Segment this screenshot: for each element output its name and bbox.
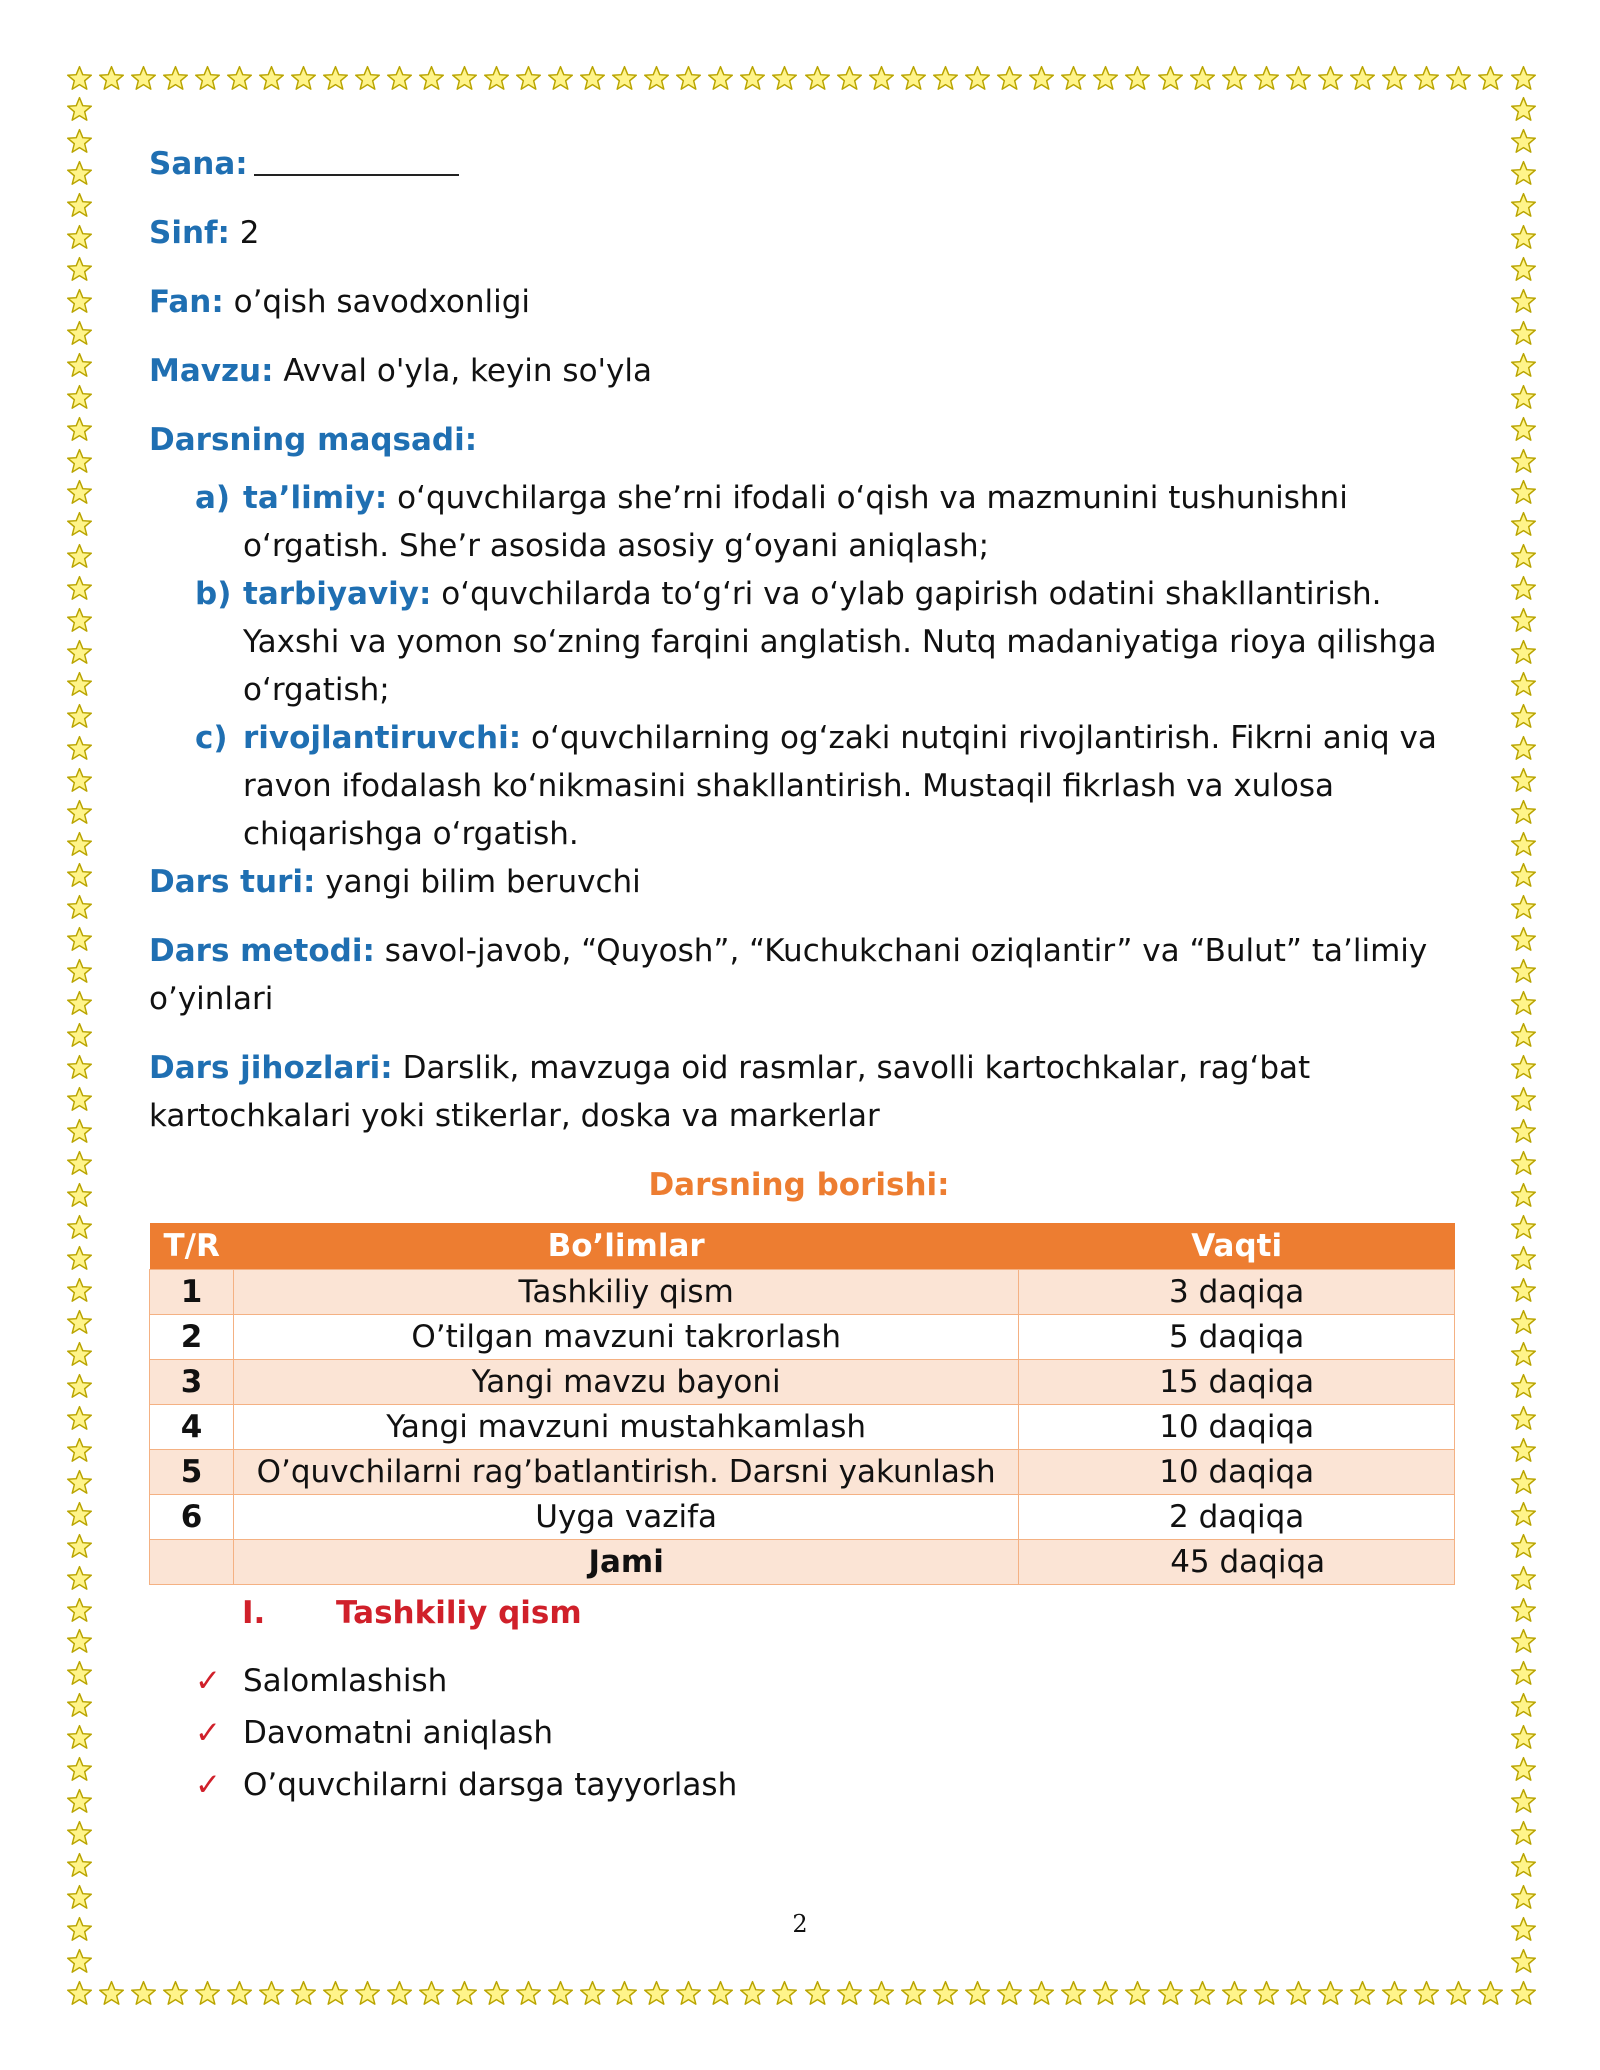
star-icon xyxy=(66,511,93,538)
star-icon xyxy=(1510,1533,1537,1560)
star-icon xyxy=(483,1980,510,2007)
star-icon xyxy=(66,703,93,730)
star-icon xyxy=(1317,65,1344,92)
star-icon xyxy=(1510,1565,1537,1592)
star-icon xyxy=(1189,1980,1216,2007)
star-icon xyxy=(1510,224,1537,251)
star-icon xyxy=(66,1245,93,1272)
star-icon xyxy=(66,1118,93,1145)
table-row xyxy=(150,1405,1455,1450)
star-icon xyxy=(1445,65,1472,92)
star-icon xyxy=(1510,1214,1537,1241)
star-icon xyxy=(1510,639,1537,666)
grade-label: Sinf: xyxy=(149,215,230,251)
row-time: 2 daqiqa xyxy=(1019,1495,1455,1540)
grade-value: 2 xyxy=(239,215,260,251)
page-number: 2 xyxy=(792,1910,808,1938)
star-icon xyxy=(675,1980,702,2007)
star-icon xyxy=(1510,160,1537,187)
list-item xyxy=(149,1657,1449,1705)
star-icon xyxy=(66,1405,93,1432)
star-icon xyxy=(1510,1245,1537,1272)
star-icon xyxy=(1510,1852,1537,1879)
star-icon xyxy=(804,1980,831,2007)
star-icon xyxy=(1349,1980,1376,2007)
star-icon xyxy=(66,1852,93,1879)
star-icon xyxy=(547,65,574,92)
lesson-type-label: Dars turi: xyxy=(149,864,316,900)
star-icon xyxy=(1510,1628,1537,1655)
goal-text: o‘quvchilarga she’rni ifodali o‘qish va mazmunini tushunishni o‘rgatish. She’r asosida asosiy g‘oyani aniqlash; xyxy=(243,480,1348,564)
star-icon xyxy=(66,288,93,315)
star-icon xyxy=(1028,1980,1055,2007)
row-number: 5 xyxy=(150,1450,234,1495)
header-sections: Bo’limlar xyxy=(233,1223,1018,1270)
star-icon xyxy=(1510,767,1537,794)
star-icon xyxy=(1510,862,1537,889)
row-number: 2 xyxy=(150,1315,234,1360)
topic-field xyxy=(149,347,1449,395)
star-icon xyxy=(1510,1948,1537,1975)
star-icon xyxy=(66,192,93,219)
star-icon xyxy=(804,65,831,92)
star-icon xyxy=(66,1597,93,1624)
star-icon xyxy=(900,1980,927,2007)
goals-heading xyxy=(149,416,1449,464)
subject-label: Fan: xyxy=(149,284,224,320)
star-icon xyxy=(66,1820,93,1847)
goal-letter: b) xyxy=(195,576,232,612)
star-icon xyxy=(66,990,93,1017)
star-icon xyxy=(130,1980,157,2007)
star-icon xyxy=(1381,1980,1408,2007)
row-number: 1 xyxy=(150,1270,234,1315)
star-icon xyxy=(98,65,125,92)
star-icon xyxy=(66,1150,93,1177)
star-icon xyxy=(322,1980,349,2007)
star-icon xyxy=(130,65,157,92)
star-icon xyxy=(66,958,93,985)
star-icon xyxy=(1413,1980,1440,2007)
star-icon xyxy=(66,224,93,251)
star-icon xyxy=(66,416,93,443)
star-icon xyxy=(66,1660,93,1687)
star-icon xyxy=(66,1692,93,1719)
star-icon xyxy=(1253,65,1280,92)
star-icon xyxy=(868,65,895,92)
star-icon xyxy=(964,1980,991,2007)
star-icon xyxy=(1510,926,1537,953)
star-icon xyxy=(66,1501,93,1528)
star-icon xyxy=(66,671,93,698)
topic-value: Avval o'yla, keyin so'yla xyxy=(283,353,653,389)
star-icon xyxy=(66,1086,93,1113)
star-icon xyxy=(1510,320,1537,347)
star-icon xyxy=(1510,384,1537,411)
date-blank-line xyxy=(254,142,459,176)
goal-text: o‘quvchilarning og‘zaki nutqini rivojlantirish. Fikrni aniq va ravon ifodalash ko‘nikmasini shakllantirish. Mustaqil fikrlash va xulosa chiqarishga o‘rgatish. xyxy=(243,720,1437,852)
star-icon xyxy=(1092,65,1119,92)
total-time: 45 daqiqa xyxy=(1019,1540,1455,1585)
star-icon xyxy=(1092,1980,1119,2007)
row-time: 5 daqiqa xyxy=(1019,1315,1455,1360)
star-icon xyxy=(418,1980,445,2007)
star-icon xyxy=(66,1884,93,1911)
star-icon xyxy=(707,65,734,92)
star-icon xyxy=(1381,65,1408,92)
star-icon xyxy=(1510,1309,1537,1336)
star-icon xyxy=(354,1980,381,2007)
date-label: Sana: xyxy=(149,146,248,182)
star-icon xyxy=(1510,1884,1537,1911)
star-icon xyxy=(1510,990,1537,1017)
star-icon xyxy=(996,65,1023,92)
star-icon xyxy=(1477,1980,1504,2007)
star-icon xyxy=(66,1182,93,1209)
star-icon xyxy=(226,1980,253,2007)
star-icon xyxy=(258,1980,285,2007)
goal-item xyxy=(149,570,1449,714)
star-icon xyxy=(1510,1182,1537,1209)
star-icon xyxy=(1510,543,1537,570)
star-icon xyxy=(964,65,991,92)
row-section: O’tilgan mavzuni takrorlash xyxy=(233,1315,1018,1360)
star-icon xyxy=(643,65,670,92)
star-icon xyxy=(1510,703,1537,730)
star-icon xyxy=(771,1980,798,2007)
star-icon xyxy=(868,1980,895,2007)
star-icon xyxy=(1510,1405,1537,1432)
star-icon xyxy=(1285,65,1312,92)
star-icon xyxy=(418,65,445,92)
lesson-plan-content xyxy=(149,140,1449,1813)
star-icon xyxy=(1510,1980,1537,2007)
list-item xyxy=(149,1761,1449,1809)
star-icon xyxy=(1510,831,1537,858)
star-icon xyxy=(1510,958,1537,985)
total-label: Jami xyxy=(233,1540,1018,1585)
goals-list xyxy=(149,474,1449,858)
star-icon xyxy=(611,65,638,92)
star-icon xyxy=(515,1980,542,2007)
star-icon xyxy=(66,894,93,921)
goals-heading-label: Darsning maqsadi: xyxy=(149,422,478,458)
star-icon xyxy=(98,1980,125,2007)
star-icon xyxy=(386,1980,413,2007)
star-icon xyxy=(1060,65,1087,92)
star-icon xyxy=(1510,1501,1537,1528)
star-icon xyxy=(900,65,927,92)
star-icon xyxy=(1477,65,1504,92)
table-row xyxy=(150,1270,1455,1315)
table-row xyxy=(150,1360,1455,1405)
table-row xyxy=(150,1495,1455,1540)
star-icon xyxy=(1510,352,1537,379)
star-icon xyxy=(1510,1437,1537,1464)
star-icon xyxy=(66,1788,93,1815)
star-icon xyxy=(162,1980,189,2007)
star-icon xyxy=(771,65,798,92)
star-icon xyxy=(1028,65,1055,92)
subject-value: o’qish savodxonligi xyxy=(233,284,531,320)
star-icon xyxy=(162,65,189,92)
total-empty-cell xyxy=(150,1540,234,1585)
goal-text: o‘quvchilarda to‘g‘ri va o‘ylab gapirish odatini shakllantirish. Yaxshi va yomon so‘zning farqini anglatish. Nutq madaniyatiga rioya qilishga o‘rgatish; xyxy=(243,576,1437,708)
star-icon xyxy=(515,65,542,92)
star-icon xyxy=(66,831,93,858)
star-icon xyxy=(66,352,93,379)
star-icon xyxy=(1510,1692,1537,1719)
star-icon xyxy=(1510,96,1537,123)
grade-field xyxy=(149,209,1449,257)
star-icon xyxy=(739,1980,766,2007)
star-icon xyxy=(1510,1788,1537,1815)
star-icon xyxy=(66,799,93,826)
star-icon xyxy=(386,65,413,92)
star-icon xyxy=(1124,1980,1151,2007)
part-one-numeral: I. xyxy=(242,1595,266,1631)
star-icon xyxy=(1510,192,1537,219)
star-icon xyxy=(1317,1980,1344,2007)
star-icon xyxy=(66,1533,93,1560)
lesson-method-label: Dars metodi: xyxy=(149,933,375,969)
goal-label: ta’limiy: xyxy=(243,480,388,516)
lesson-equipment-field xyxy=(149,1044,1449,1140)
star-icon xyxy=(1510,1022,1537,1049)
star-icon xyxy=(1510,288,1537,315)
star-icon xyxy=(66,862,93,889)
star-icon xyxy=(66,1724,93,1751)
lesson-type-value: yangi bilim beruvchi xyxy=(325,864,641,900)
star-icon xyxy=(1510,1118,1537,1145)
header-time: Vaqti xyxy=(1019,1223,1455,1270)
star-icon xyxy=(1510,1597,1537,1624)
list-item xyxy=(149,1709,1449,1757)
star-icon xyxy=(1510,1086,1537,1113)
lesson-equipment-value: Darslik, mavzuga oid rasmlar, savolli kartochkalar, rag‘bat kartochkalari yoki stikerlar, doska va markerlar xyxy=(149,1050,1311,1134)
subject-field xyxy=(149,278,1449,326)
lesson-method-field xyxy=(149,927,1449,1023)
star-icon xyxy=(739,65,766,92)
star-icon xyxy=(1510,448,1537,475)
star-icon xyxy=(1285,1980,1312,2007)
star-icon xyxy=(1510,607,1537,634)
star-icon xyxy=(1510,1820,1537,1847)
star-icon xyxy=(1253,1980,1280,2007)
row-section: Uyga vazifa xyxy=(233,1495,1018,1540)
checkmark-icon: ✓ xyxy=(195,1663,221,1699)
star-icon xyxy=(1510,416,1537,443)
list-item-text: Davomatni aniqlash xyxy=(243,1715,553,1751)
table-total-row xyxy=(150,1540,1455,1585)
row-section: Tashkiliy qism xyxy=(233,1270,1018,1315)
star-icon xyxy=(66,1980,93,2007)
star-icon xyxy=(1510,671,1537,698)
list-item-text: O’quvchilarni darsga tayyorlash xyxy=(243,1767,738,1803)
star-icon xyxy=(66,1341,93,1368)
part-one-checklist xyxy=(149,1657,1449,1809)
star-icon xyxy=(322,65,349,92)
star-icon xyxy=(66,1565,93,1592)
star-icon xyxy=(66,575,93,602)
star-icon xyxy=(1510,1660,1537,1687)
part-one-title xyxy=(242,1589,1449,1637)
star-icon xyxy=(354,65,381,92)
star-icon xyxy=(1510,65,1537,92)
star-icon xyxy=(1510,1469,1537,1496)
table-row xyxy=(150,1450,1455,1495)
star-icon xyxy=(194,65,221,92)
row-number: 6 xyxy=(150,1495,234,1540)
star-icon xyxy=(1510,256,1537,283)
star-icon xyxy=(451,65,478,92)
lesson-method-value: savol-javob, “Quyosh”, “Kuchukchani oziqlantir” va “Bulut” ta’limiy o’yinlari xyxy=(149,933,1428,1017)
star-icon xyxy=(1510,128,1537,155)
star-icon xyxy=(290,65,317,92)
star-icon xyxy=(1445,1980,1472,2007)
row-time: 15 daqiqa xyxy=(1019,1360,1455,1405)
goal-label: rivojlantiruvchi: xyxy=(243,720,522,756)
row-section: Yangi mavzuni mustahkamlash xyxy=(233,1405,1018,1450)
star-icon xyxy=(932,1980,959,2007)
star-icon xyxy=(483,65,510,92)
star-icon xyxy=(1510,799,1537,826)
star-icon xyxy=(194,1980,221,2007)
star-icon xyxy=(66,926,93,953)
star-icon xyxy=(66,65,93,92)
star-icon xyxy=(66,320,93,347)
star-icon xyxy=(66,1373,93,1400)
star-icon xyxy=(1510,735,1537,762)
star-icon xyxy=(66,1214,93,1241)
list-item-text: Salomlashish xyxy=(243,1663,448,1699)
star-icon xyxy=(1413,65,1440,92)
lesson-equipment-label: Dars jihozlari: xyxy=(149,1050,393,1086)
star-icon xyxy=(707,1980,734,2007)
star-icon xyxy=(836,65,863,92)
star-icon xyxy=(66,448,93,475)
star-icon xyxy=(66,1628,93,1655)
star-icon xyxy=(66,1756,93,1783)
table-row xyxy=(150,1315,1455,1360)
star-icon xyxy=(996,1980,1023,2007)
star-icon xyxy=(1157,1980,1184,2007)
star-icon xyxy=(290,1980,317,2007)
star-icon xyxy=(1189,65,1216,92)
star-icon xyxy=(66,1054,93,1081)
star-icon xyxy=(1510,479,1537,506)
lesson-plan-table xyxy=(149,1223,1455,1585)
star-icon xyxy=(226,65,253,92)
goal-letter: c) xyxy=(195,720,228,756)
star-icon xyxy=(66,128,93,155)
star-icon xyxy=(932,65,959,92)
star-icon xyxy=(643,1980,670,2007)
row-section: O’quvchilarni rag’batlantirish. Darsni yakunlash xyxy=(233,1450,1018,1495)
star-icon xyxy=(66,1948,93,1975)
star-icon xyxy=(66,96,93,123)
star-icon xyxy=(1510,1373,1537,1400)
star-icon xyxy=(1510,1341,1537,1368)
lesson-type-field xyxy=(149,858,1449,906)
date-field xyxy=(149,140,1449,188)
star-icon xyxy=(1221,1980,1248,2007)
star-icon xyxy=(451,1980,478,2007)
star-icon xyxy=(66,767,93,794)
star-icon xyxy=(66,1309,93,1336)
star-icon xyxy=(1349,65,1376,92)
star-icon xyxy=(579,1980,606,2007)
star-icon xyxy=(66,1437,93,1464)
checkmark-icon: ✓ xyxy=(195,1767,221,1803)
row-number: 3 xyxy=(150,1360,234,1405)
goal-letter: a) xyxy=(195,480,231,516)
topic-label: Mavzu: xyxy=(149,353,274,389)
row-time: 10 daqiqa xyxy=(1019,1450,1455,1495)
star-icon xyxy=(1510,1054,1537,1081)
star-icon xyxy=(611,1980,638,2007)
star-icon xyxy=(66,639,93,666)
star-icon xyxy=(1510,1724,1537,1751)
star-icon xyxy=(675,65,702,92)
goal-item xyxy=(149,474,1449,570)
star-icon xyxy=(66,1469,93,1496)
row-time: 10 daqiqa xyxy=(1019,1405,1455,1450)
star-icon xyxy=(1060,1980,1087,2007)
star-icon xyxy=(258,65,285,92)
star-icon xyxy=(1157,65,1184,92)
star-icon xyxy=(66,543,93,570)
star-icon xyxy=(1221,65,1248,92)
goal-item xyxy=(149,714,1449,858)
star-icon xyxy=(66,160,93,187)
star-icon xyxy=(1510,894,1537,921)
row-time: 3 daqiqa xyxy=(1019,1270,1455,1315)
goal-label: tarbiyaviy: xyxy=(243,576,432,612)
star-icon xyxy=(1510,1756,1537,1783)
header-number: T/R xyxy=(150,1223,234,1270)
table-header-row xyxy=(150,1223,1455,1270)
star-icon xyxy=(66,735,93,762)
part-one-heading: Tashkiliy qism xyxy=(336,1595,582,1631)
star-icon xyxy=(66,479,93,506)
star-icon xyxy=(66,607,93,634)
row-section: Yangi mavzu bayoni xyxy=(233,1360,1018,1405)
checkmark-icon: ✓ xyxy=(195,1715,221,1751)
star-icon xyxy=(66,384,93,411)
star-icon xyxy=(66,1022,93,1049)
star-icon xyxy=(1510,575,1537,602)
star-icon xyxy=(66,1277,93,1304)
star-icon xyxy=(1510,1277,1537,1304)
star-icon xyxy=(1510,1150,1537,1177)
row-number: 4 xyxy=(150,1405,234,1450)
star-icon xyxy=(1124,65,1151,92)
star-icon xyxy=(547,1980,574,2007)
star-icon xyxy=(1510,511,1537,538)
star-icon xyxy=(836,1980,863,2007)
lesson-plan-title: Darsning borishi: xyxy=(648,1167,950,1203)
star-icon xyxy=(579,65,606,92)
star-icon xyxy=(66,256,93,283)
